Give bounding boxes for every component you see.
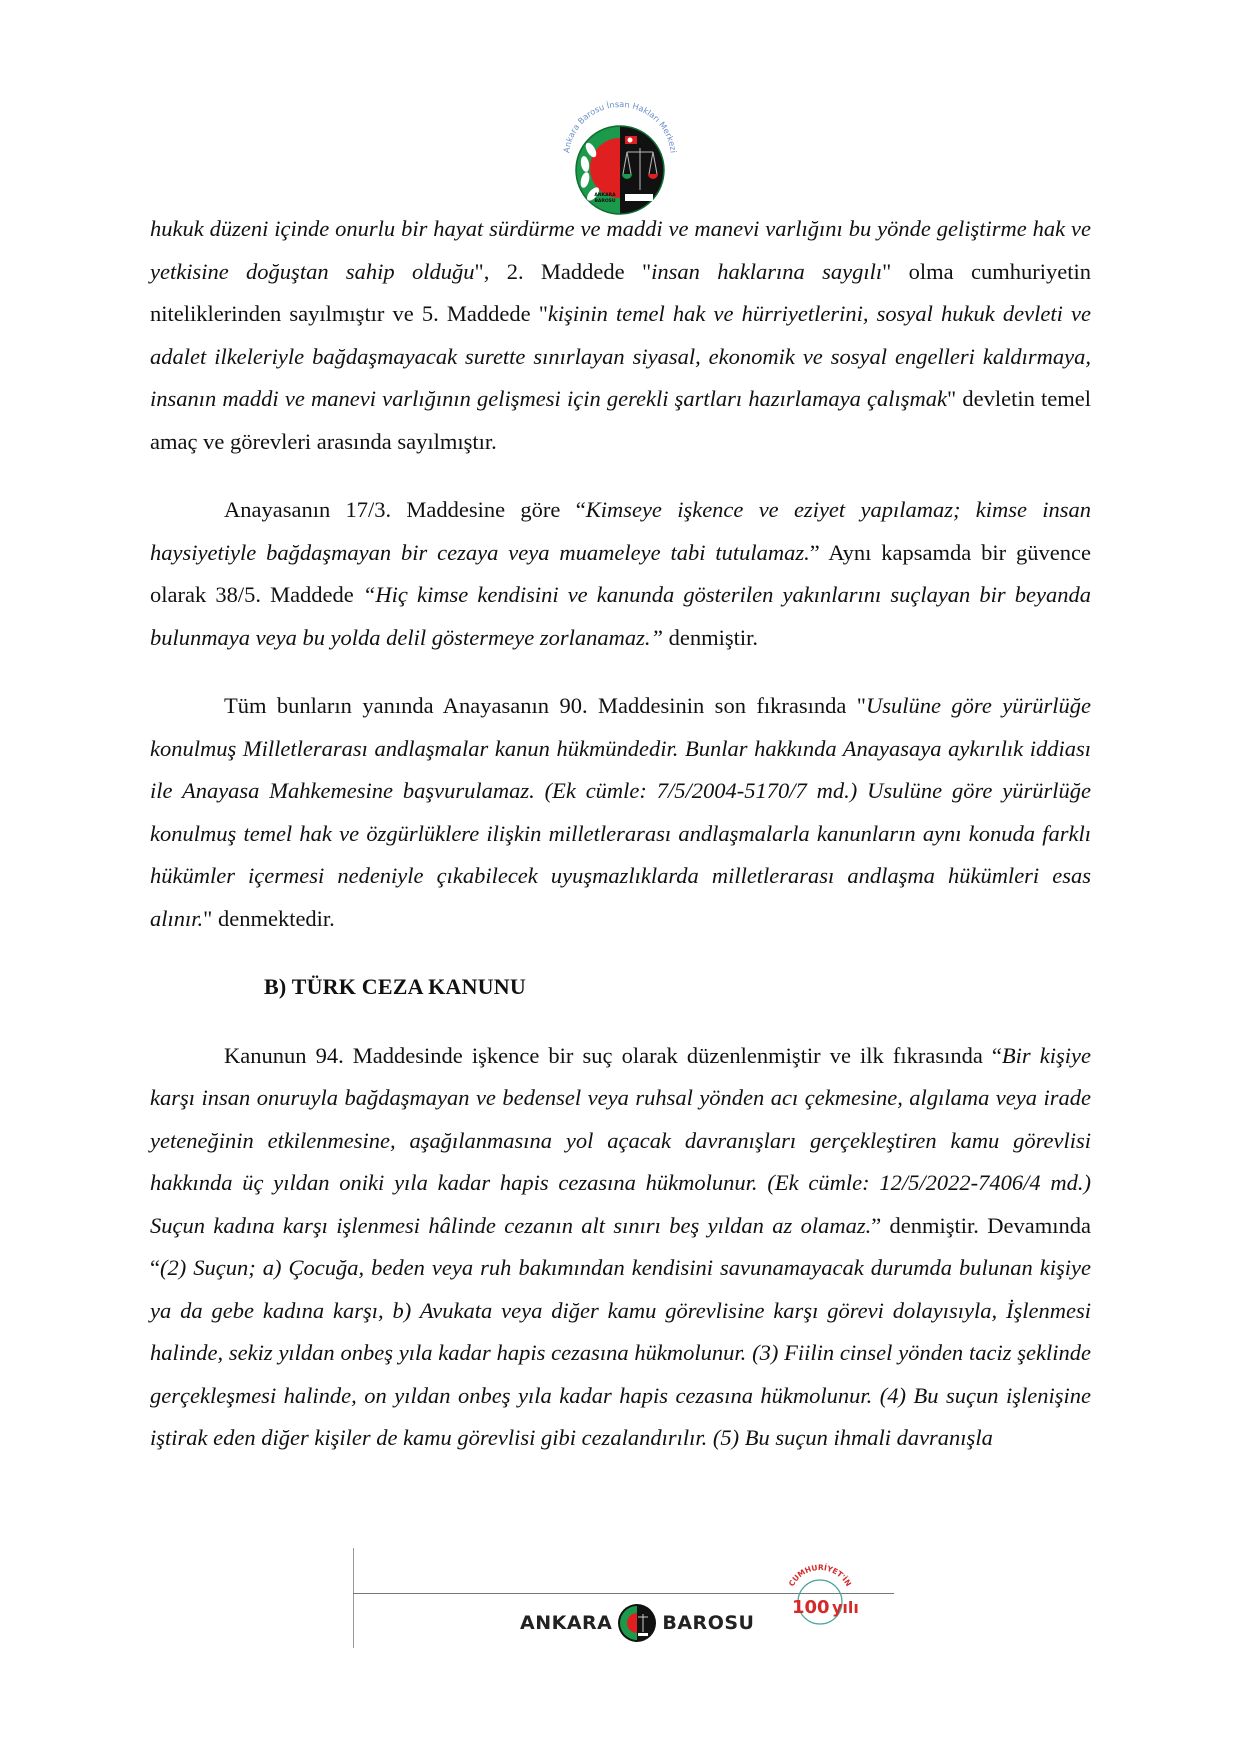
footer-brand-left: ANKARA xyxy=(520,1612,613,1634)
quoted-legal-text: hukuk düzeni içinde onurlu bir hayat sürdürme ve maddi ve manevi varlığını bu yönde geliştirme hak ve yetkisine doğuştan sahip olduğu xyxy=(150,216,1091,284)
body-text-run: Kanunun 94. Maddesinde işkence bir suç olarak düzenlenmiştir ve ilk fıkrasında “ xyxy=(224,1042,1002,1068)
section-heading: B) TÜRK CEZA KANUNU xyxy=(264,974,526,999)
document-body xyxy=(150,208,1091,1460)
logo-ring-text: Ankara Barosu İnsan Hakları Merkezi xyxy=(561,98,679,154)
footer-brand-right: BAROSU xyxy=(662,1612,755,1634)
paragraph-article-17-38 xyxy=(150,489,1091,659)
quoted-legal-text: insan haklarına saygılı xyxy=(651,258,883,284)
bar-association-seal-icon xyxy=(616,1602,658,1644)
svg-text:BAROSU: BAROSU xyxy=(594,199,616,204)
body-text-run: " devletin temel amaç ve görevleri arasında sayılmıştır. xyxy=(150,386,1091,454)
footer-vertical-rule xyxy=(353,1548,354,1648)
body-text-run: ", 2. Maddede " xyxy=(474,258,652,284)
body-text-run: ” denmiştir. Devamında “ xyxy=(150,1212,1091,1280)
body-text-run: " denmektedir. xyxy=(203,905,335,931)
republic-100th-anniversary-badge xyxy=(770,1560,870,1630)
footer-horizontal-rule-right xyxy=(860,1593,894,1594)
quoted-legal-text: “Hiç kimse kendisini ve kanunda gösterilen yakınlarını suçlayan bir beyanda bulunmaya veya bu yolda delil göstermeye zorlanamaz.” xyxy=(150,582,1092,650)
svg-text:yılı: yılı xyxy=(832,1598,859,1617)
quoted-legal-text: kişinin temel hak ve hürriyetlerini, sosyal hukuk devleti ve adalet ilkeleriyle bağdaşmayacak surette sınırlayan siyasal, ekonomik ve sosyal engelleri kaldırmaya, insanın maddi ve manevi varlığının gelişmesi için gerekli şartları hazırlamaya çalışmak xyxy=(150,301,1091,411)
body-text-run: Tüm bunların yanında Anayasanın 90. Maddesinin son fıkrasında " xyxy=(224,693,866,718)
body-text-run: ” Aynı kapsamda bir güvence olarak 38/5. Maddede xyxy=(150,539,1091,607)
scales-of-justice-emblem-icon xyxy=(555,92,685,222)
svg-text:ANKARA: ANKARA xyxy=(594,193,616,198)
quoted-legal-text: Kimseye işkence ve eziyet yapılamaz; kimse insan haysiyetiyle bağdaşmayan bir cezaya veya muameleye tabi tutulamaz. xyxy=(150,497,1092,565)
body-text-run: " olma cumhuriyetin niteliklerinden sayılmıştır ve 5. Maddede " xyxy=(150,258,1091,326)
quoted-legal-text: Bir kişiye karşı insan onuruyla bağdaşmayan ve bedensel veya ruhsal yönden acı çekmesine, algılama veya irade yeteneğinin etkilenmesine, aşağılanmasına yol açacak davranışları gerçekleştiren kamu görevlisi hakkında üç yıldan oniki yıla kadar hapis cezasına hükmolunur. (Ek cümle: 12/5/2022-7406/4 md.) Suçun kadına karşı işlenmesi hâlinde cezanın alt sınırı beş yıldan az olamaz. xyxy=(150,1042,1091,1238)
footer-bar-association-brand xyxy=(520,1600,754,1646)
body-text-run: denmiştir. xyxy=(663,624,759,650)
paragraph-article-90 xyxy=(150,685,1091,940)
quoted-legal-text: Usulüne göre yürürlüğe konulmuş Milletlerarası andlaşmalar kanun hükmündedir. Bunlar hakkında Anayasaya aykırılık iddiası ile Anayasa Mahkemesine başvurulamaz. (Ek cümle: 7/5/2004-5170/7 md.) Usulüne göre yürürlüğe konulmuş temel hak ve özgürlüklere ilişkin milletlerarası andlaşmalarla kanunların aynı konuda farklı hükümler içermesi nedeniyle çıkabilecek uyuşmazlıklarda milletlerarası andlaşma hükümleri esas alınır. xyxy=(150,693,1092,931)
anniversary-100-emblem-icon xyxy=(770,1560,870,1630)
quoted-legal-text: (2) Suçun; a) Çocuğa, beden veya ruh bakımından kendisini savunamayacak durumda bulunan kişiye ya da gebe kadına karşı, b) Avukata veya diğer kamu görevlisine karşı görevi dolayısıyla, İşlenmesi halinde, sekiz yıldan onbeş yıla kadar hapis cezasına hükmolunur. (3) Fiilin cinsel yönden taciz şeklinde gerçekleşmesi halinde, on yıldan onbeş yıla kadar hapis cezasına hükmolunur. (4) Bu suçun işlenişine iştirak eden diğer kişiler de kamu görevlisi gibi cezalandırılır. (5) Bu suçun ihmali davranışla xyxy=(150,1255,1091,1450)
svg-text:CUMHURİYET'İN: CUMHURİYET'İN xyxy=(786,1562,854,1588)
paragraph-tck-article-94 xyxy=(150,1035,1091,1460)
svg-text:100: 100 xyxy=(792,1597,830,1618)
paragraph-constitution-articles xyxy=(150,208,1091,463)
human-rights-center-logo xyxy=(555,92,685,222)
body-text-run: Anayasanın 17/3. Maddesine göre “ xyxy=(224,497,586,522)
